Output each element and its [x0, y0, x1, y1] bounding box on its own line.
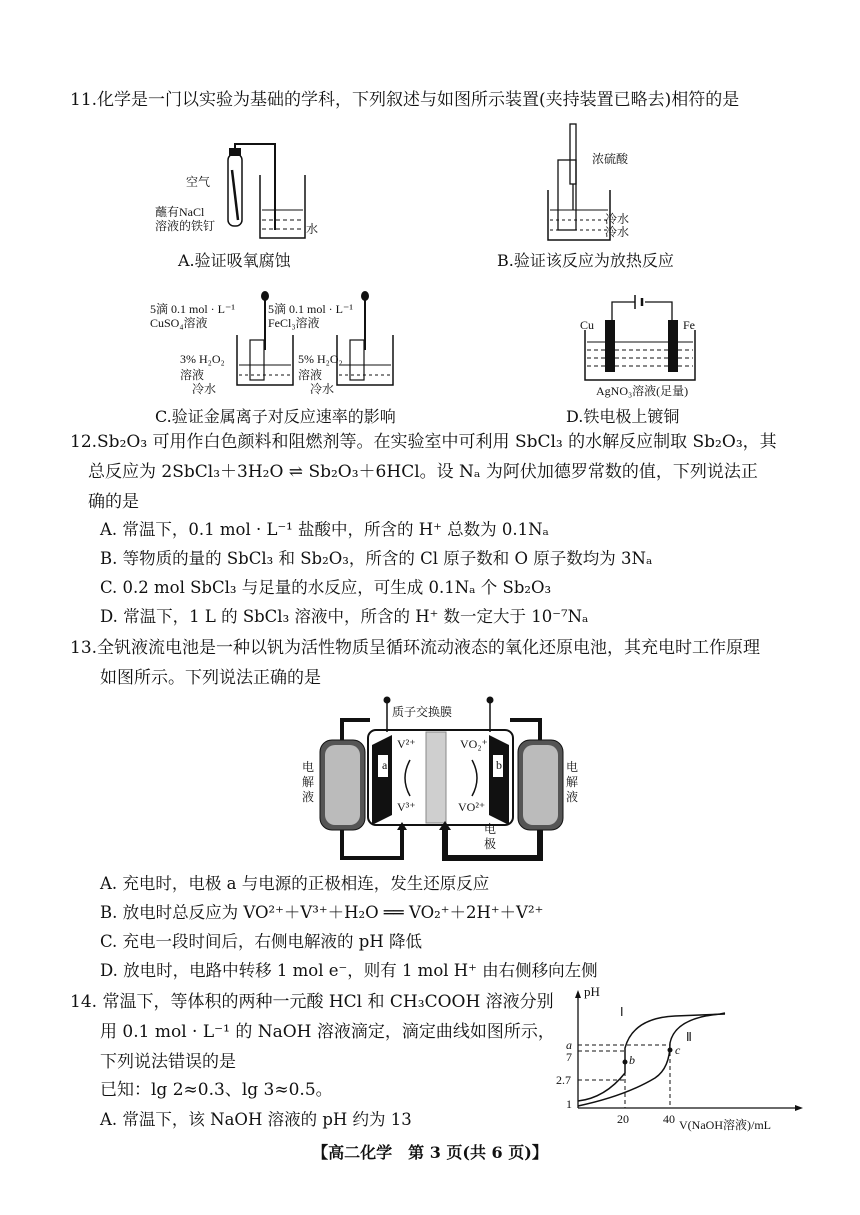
- figa-water-label: 水: [306, 222, 319, 236]
- q12-option-b: B. 等物质的量的 SbCl₃ 和 Sb₂O₃，所含的 Cl 原子数和 O 原子数均为 3Nₐ: [100, 549, 653, 568]
- q13-stem-line1: 13.全钒液流电池是一种以钒为活性物质呈循环流动液态的氧化还原电池，其充电时工作原理: [70, 638, 761, 658]
- figd-caption: D.铁电极上镀铜: [566, 407, 680, 426]
- figc-left-h2o2-1: 3% H₂O₂: [180, 352, 225, 366]
- figd-cu-label: Cu: [580, 318, 595, 332]
- q14-stem-line1: 14. 常温下，等体积的两种一元酸 HCl 和 CH₃COOH 溶液分别: [70, 992, 554, 1012]
- q13-v3-label: V³⁺: [397, 800, 416, 814]
- q14-x-axis-label: V(NaOH溶液)/mL: [679, 1118, 771, 1132]
- figa-nail-label-2: 溶液的铁钉: [155, 219, 216, 233]
- q14-y-tick-a: a: [566, 1038, 572, 1052]
- q14-y-tick-1: 1: [566, 1097, 572, 1111]
- q13-left-tank-label: 电解液: [302, 760, 315, 804]
- q13-right-tank-label: 电解液: [566, 760, 579, 804]
- figb-cold2-label: 冷水: [605, 225, 630, 239]
- q14-option-a: A. 常温下，该 NaOH 溶液的 pH 约为 13: [100, 1110, 412, 1129]
- q14-stem-line3: 下列说法错误的是: [100, 1052, 236, 1072]
- figc-left-h2o2-2: 溶液: [180, 368, 205, 382]
- q14-stem-line2: 用 0.1 mol · L⁻¹ 的 NaOH 溶液滴定，滴定曲线如图所示，: [100, 1022, 555, 1042]
- q13-vo2-label: VO²⁺: [458, 800, 486, 814]
- q14-known: 已知：lg 2≈0.3、lg 3≈0.5。: [100, 1080, 333, 1100]
- q14-y-tick-27: 2.7: [556, 1073, 571, 1087]
- figc-right-h2o2-1: 5% H₂O₂: [298, 352, 343, 366]
- q13-option-b: B. 放电时总反应为 VO²⁺＋V³⁺＋H₂O ══ VO₂⁺＋2H⁺＋V²⁺: [100, 903, 544, 922]
- q13-stem-line2: 如图所示。下列说法正确的是: [100, 668, 321, 688]
- figa-nail-label-1: 蘸有NaCl: [155, 205, 205, 219]
- q14-curve-1-label: Ⅰ: [620, 1005, 624, 1019]
- figc-left-drop-1: 5滴 0.1 mol · L⁻¹: [150, 302, 235, 316]
- q13-option-d: D. 放电时，电路中转移 1 mol e⁻，则有 1 mol H⁺ 由右侧移向左侧: [100, 961, 598, 980]
- figc-right-h2o2-2: 溶液: [298, 368, 323, 382]
- q14-point-b-label: b: [629, 1053, 635, 1067]
- figc-right-drop-2: FeCl₃溶液: [268, 316, 320, 330]
- q13-electrode-a-label: a: [382, 758, 388, 772]
- q13-vo2p-label: VO₂⁺: [460, 737, 488, 751]
- figb-cold1-label: 冷水: [605, 212, 630, 226]
- q13-option-a: A. 充电时，电极 a 与电源的正极相连，发生还原反应: [100, 874, 490, 893]
- q12-option-a: A. 常温下，0.1 mol · L⁻¹ 盐酸中，所含的 H⁺ 总数为 0.1Nₐ: [100, 520, 549, 539]
- q14-point-c-label: c: [675, 1043, 681, 1057]
- figc-left-cold: 冷水: [192, 382, 217, 396]
- q11-stem: 11.化学是一门以实验为基础的学科，下列叙述与如图所示装置(夹持装置已略去)相符的是: [70, 90, 740, 110]
- page-footer: 【高二化学 第 3 页(共 6 页)】: [312, 1143, 548, 1162]
- figc-caption: C.验证金属离子对反应速率的影响: [155, 407, 396, 426]
- figa-caption: A.验证吸氧腐蚀: [178, 251, 291, 270]
- figd-fe-label: Fe: [683, 318, 695, 332]
- q13-electrode-label: 电极: [484, 822, 497, 851]
- q14-y-axis-label: pH: [584, 984, 600, 999]
- q12-stem-line2: 总反应为 2SbCl₃＋3H₂O ⇌ Sb₂O₃＋6HCl。设 Nₐ 为阿伏加德罗常数的值，下列说法正: [88, 462, 758, 482]
- q12-stem-line3: 确的是: [88, 492, 139, 512]
- figb-acid-label: 浓硫酸: [592, 152, 629, 166]
- q12-option-c: C. 0.2 mol SbCl₃ 与足量的水反应，可生成 0.1Nₐ 个 Sb₂O₃: [100, 578, 552, 597]
- q14-x-tick-20: 20: [617, 1112, 629, 1126]
- q14-y-tick-7: 7: [566, 1050, 572, 1064]
- q13-v2-label: V²⁺: [397, 737, 416, 751]
- q13-option-c: C. 充电一段时间后，右侧电解液的 pH 降低: [100, 932, 422, 951]
- q13-membrane-label: 质子交换膜: [392, 705, 453, 719]
- figb-caption: B.验证该反应为放热反应: [497, 251, 674, 270]
- figd-solution-label: AgNO₃溶液(足量): [596, 384, 689, 398]
- figure-d-apparatus: [580, 290, 700, 390]
- figc-right-cold: 冷水: [310, 382, 335, 396]
- figc-right-drop-1: 5滴 0.1 mol · L⁻¹: [268, 302, 353, 316]
- figc-left-drop-2: CuSO₄溶液: [150, 316, 208, 330]
- q14-x-tick-40: 40: [663, 1112, 675, 1126]
- figa-air-label: 空气: [186, 175, 211, 189]
- q14-curve-2-label: Ⅱ: [686, 1030, 692, 1044]
- q12-stem-line1: 12.Sb₂O₃ 可用作白色颜料和阻燃剂等。在实验室中可利用 SbCl₃ 的水解反应制取 Sb₂O₃，其: [70, 432, 777, 452]
- q13-electrode-b-label: b: [496, 758, 502, 772]
- q12-option-d: D. 常温下，1 L 的 SbCl₃ 溶液中，所含的 H⁺ 数一定大于 10⁻⁷Nₐ: [100, 607, 589, 626]
